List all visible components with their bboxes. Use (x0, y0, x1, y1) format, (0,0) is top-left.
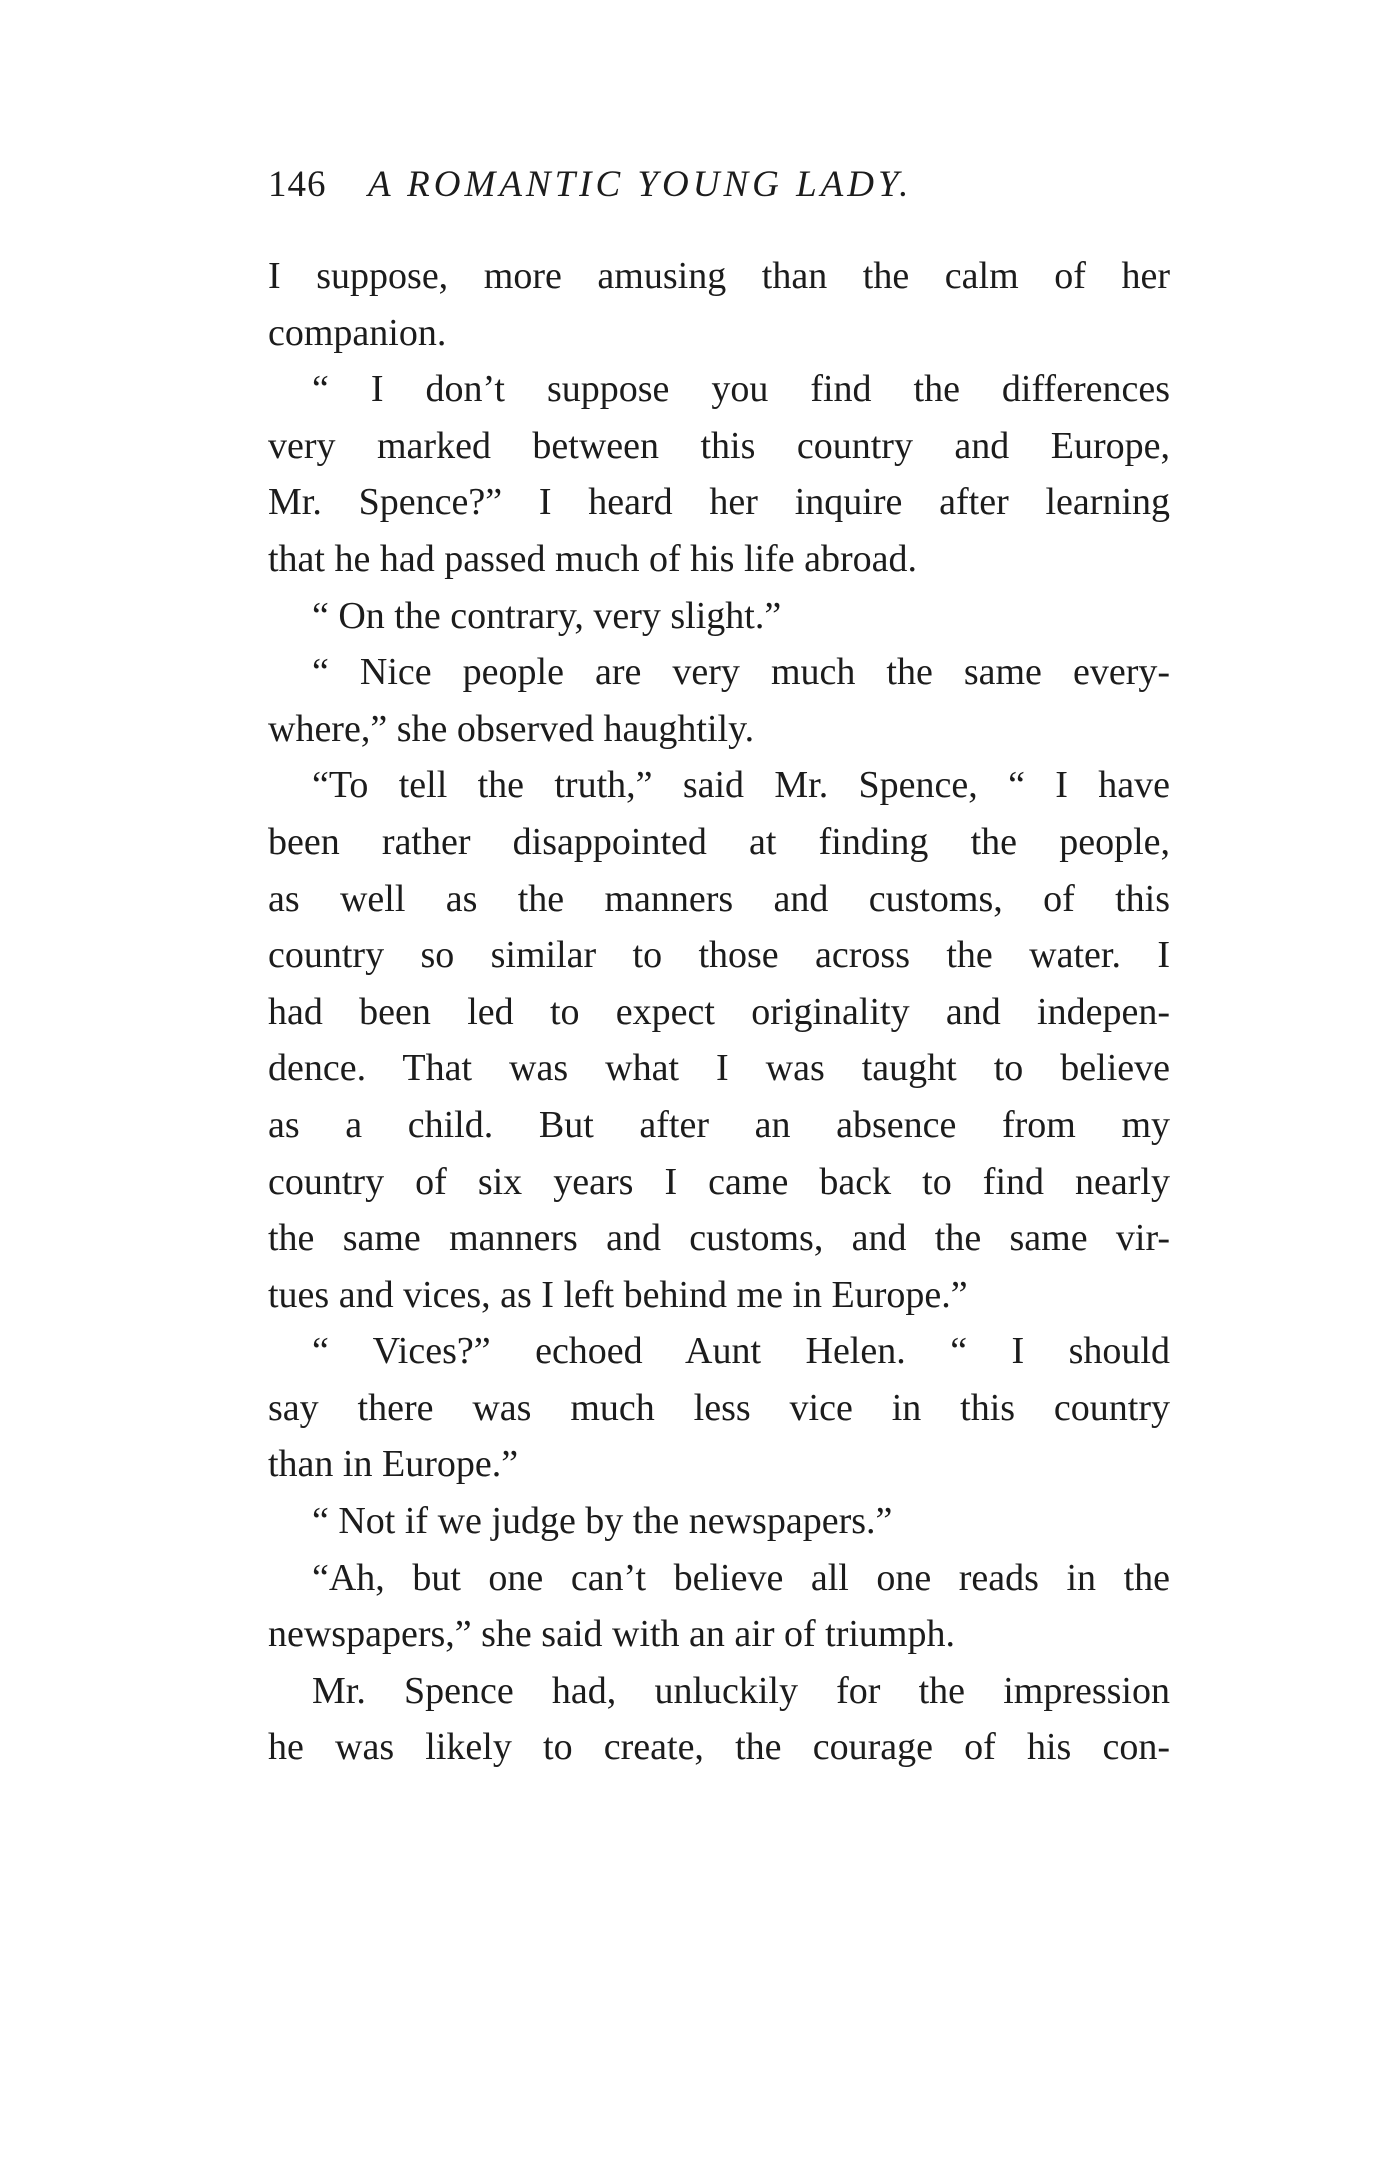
text-line: country of six years I came back to find nearly (268, 1160, 1170, 1203)
text-line: Mr. Spence?” I heard her inquire after learning (268, 481, 1170, 524)
text-line: that he had passed much of his life abroad. (268, 537, 917, 580)
text-line: “ Not if we judge by the newspapers.” (312, 1500, 893, 1543)
text-line: Mr. Spence had, unluckily for the impression (312, 1669, 1170, 1712)
text-line: dence. That was what I was taught to believe (268, 1047, 1170, 1090)
text-line: very marked between this country and Europe, (268, 424, 1170, 467)
text-line: “Ah, but one can’t believe all one reads in the (312, 1556, 1170, 1599)
text-line: say there was much less vice in this country (268, 1386, 1170, 1429)
text-line: companion. (268, 311, 447, 354)
text-line: tues and vices, as I left behind me in Europe.” (268, 1273, 968, 1316)
text-line: country so similar to those across the water. I (268, 934, 1170, 977)
text-line: he was likely to create, the courage of his con- (268, 1726, 1170, 1769)
text-line: I suppose, more amusing than the calm of her (268, 255, 1170, 297)
text-line: than in Europe.” (268, 1443, 519, 1486)
text-line: been rather disappointed at finding the people, (268, 820, 1170, 863)
text-line: “ Vices?” echoed Aunt Helen. “ I should (312, 1330, 1170, 1373)
text-line: “ On the contrary, very slight.” (312, 594, 782, 637)
text-line: newspapers,” she said with an air of triumph. (268, 1613, 955, 1656)
text-line: the same manners and customs, and the same vir- (268, 1217, 1170, 1260)
text-line: where,” she observed haughtily. (268, 707, 755, 750)
body-text (268, 248, 1170, 1776)
text-line: “ Nice people are very much the same every- (312, 651, 1170, 694)
text-line: “ I don’t suppose you find the differences (312, 368, 1170, 411)
text-line: “To tell the truth,” said Mr. Spence, “ I have (312, 764, 1170, 807)
running-title: A ROMANTIC YOUNG LADY. (368, 164, 913, 205)
page-number: 146 (268, 164, 327, 205)
running-head (268, 160, 1168, 210)
text-line: as a child. But after an absence from my (268, 1103, 1170, 1146)
text-line: had been led to expect originality and indepen- (268, 990, 1170, 1033)
text-line: as well as the manners and customs, of this (268, 877, 1170, 920)
